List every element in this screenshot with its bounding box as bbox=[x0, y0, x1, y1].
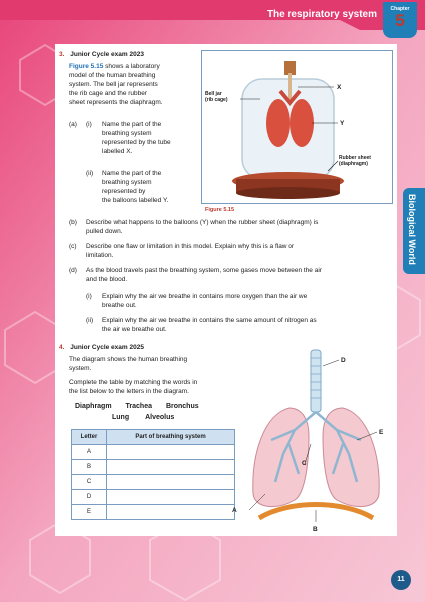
q3di-label: (i) bbox=[86, 293, 92, 300]
q3-heading: Junior Cycle exam 2023 bbox=[70, 51, 144, 58]
table-cell-answer[interactable] bbox=[107, 490, 235, 505]
q4-instruction-line: Complete the table by matching the words in bbox=[69, 379, 198, 386]
q3d-label: (d) bbox=[69, 267, 77, 274]
q3c-line: limitation. bbox=[86, 252, 114, 259]
chapter-badge bbox=[383, 2, 417, 38]
word-bank-item: Lung bbox=[112, 414, 130, 421]
q3dii-text bbox=[102, 316, 392, 334]
q4-heading-line bbox=[59, 343, 144, 352]
q3ai-line: Name the part of the bbox=[102, 121, 162, 128]
q3b-text bbox=[86, 218, 386, 236]
column-header-part: Part of breathing system bbox=[107, 430, 235, 445]
word-bank-item: Bronchus bbox=[165, 403, 199, 410]
q3d-text bbox=[86, 266, 386, 284]
q3dii-line: Explain why the air we breathe in contains the same amount of nitrogen as bbox=[102, 317, 317, 324]
table-cell-answer[interactable] bbox=[107, 460, 235, 475]
table-row bbox=[72, 490, 235, 505]
q3aii-label: (ii) bbox=[86, 170, 94, 177]
rib-cage-text: (rib cage) bbox=[205, 97, 228, 103]
q3d-line: As the blood travels past the breathing system, some gases move between the air bbox=[86, 267, 322, 274]
worksheet-page bbox=[55, 44, 397, 536]
section-tab bbox=[403, 188, 425, 274]
column-header-letter: Letter bbox=[72, 430, 107, 445]
q3aii-text bbox=[102, 169, 202, 205]
bell-jar-text: Bell jar bbox=[205, 91, 222, 97]
answer-table bbox=[71, 429, 235, 520]
q3-heading-line bbox=[59, 50, 144, 59]
table-cell-letter: C bbox=[72, 475, 107, 490]
q3-intro-line: sheet represents the diaphragm. bbox=[69, 99, 163, 106]
figure-ref: Figure 5.15 bbox=[69, 63, 104, 70]
q4-instruction bbox=[69, 378, 239, 396]
q3ai-label: (i) bbox=[86, 121, 92, 128]
q3-intro-line: model of the human breathing bbox=[69, 72, 156, 79]
page-number: 11 bbox=[391, 570, 411, 590]
rubber-sheet-label bbox=[339, 155, 371, 167]
q3dii-line: the air we breathe out. bbox=[102, 326, 167, 333]
word-bank-item: Diaphragm bbox=[75, 403, 112, 410]
figure-5-15-frame bbox=[201, 50, 393, 204]
diagram-label-b: B bbox=[313, 526, 318, 533]
diagram-label-c: C bbox=[302, 460, 307, 467]
diagram-label-d: D bbox=[341, 357, 346, 364]
diaphragm-text: (diaphragm) bbox=[339, 161, 368, 167]
table-cell-answer[interactable] bbox=[107, 445, 235, 460]
table-header-row bbox=[72, 430, 235, 445]
q4-intro-line: The diagram shows the human breathing bbox=[69, 356, 188, 363]
q3ai-line: represented by the tube bbox=[102, 139, 171, 146]
table-row bbox=[72, 475, 235, 490]
q3b-line: pulled down. bbox=[86, 228, 123, 235]
q4-intro-line: system. bbox=[69, 365, 92, 372]
q3c-label: (c) bbox=[69, 243, 77, 250]
word-bank-row-2 bbox=[112, 413, 232, 422]
q3-intro bbox=[69, 62, 199, 107]
chapter-number: 5 bbox=[395, 11, 405, 30]
q3-intro-line: system. The bell jar represents bbox=[69, 81, 158, 88]
q3aii-line: breathing system bbox=[102, 179, 152, 186]
lungs-diagram bbox=[239, 344, 394, 529]
table-row bbox=[72, 445, 235, 460]
table-row bbox=[72, 460, 235, 475]
q3a-label: (a) bbox=[69, 121, 77, 128]
bell-jar-model-illustration bbox=[202, 51, 392, 203]
q3di-line: breathe out. bbox=[102, 302, 137, 309]
q3c-line: Describe one flaw or limitation in this model. Explain why this is a flaw or bbox=[86, 243, 295, 250]
q3b-line: Describe what happens to the balloons (Y) when the rubber sheet (diaphragm) is bbox=[86, 219, 319, 226]
diagram-label-e: E bbox=[379, 429, 384, 436]
bell-jar-label bbox=[205, 91, 228, 103]
table-cell-letter: A bbox=[72, 445, 107, 460]
diagram-label-a: A bbox=[232, 507, 237, 514]
q3di-line: Explain why the air we breathe in contains more oxygen than the air we bbox=[102, 293, 308, 300]
q3c-text bbox=[86, 242, 386, 260]
q4-heading: Junior Cycle exam 2025 bbox=[70, 344, 144, 351]
q3-intro-rest: shows a laboratory bbox=[103, 63, 160, 70]
q3ai-line: breathing system bbox=[102, 130, 152, 137]
q3ai-line: labelled X. bbox=[102, 148, 133, 155]
q3-number: 3. bbox=[59, 51, 65, 58]
figure-caption: Figure 5.15 bbox=[205, 207, 235, 213]
rubber-sheet-text: Rubber sheet bbox=[339, 155, 371, 161]
table-cell-answer[interactable] bbox=[107, 475, 235, 490]
section-tab-label: Biological World bbox=[407, 194, 417, 265]
q3aii-line: the balloons labelled Y. bbox=[102, 197, 169, 204]
label-y: Y bbox=[340, 120, 345, 127]
q3d-line: and the blood. bbox=[86, 276, 128, 283]
label-x: X bbox=[337, 84, 342, 91]
table-cell-answer[interactable] bbox=[107, 505, 235, 520]
q3ai-text bbox=[102, 120, 202, 156]
chapter-title: The respiratory system bbox=[266, 9, 377, 20]
q4-number: 4. bbox=[59, 344, 65, 351]
table-row bbox=[72, 505, 235, 520]
table-cell-letter: B bbox=[72, 460, 107, 475]
table-cell-letter: D bbox=[72, 490, 107, 505]
q3dii-label: (ii) bbox=[86, 317, 94, 324]
chapter-label: Chapter bbox=[390, 6, 410, 12]
q3di-text bbox=[102, 292, 392, 310]
word-bank-row-1 bbox=[75, 402, 235, 411]
word-bank-item: Alveolus bbox=[145, 414, 175, 421]
word-bank-item: Trachea bbox=[125, 403, 152, 410]
q4-intro bbox=[69, 355, 239, 373]
q3-intro-line: the rib cage and the rubber bbox=[69, 90, 148, 97]
q3b-label: (b) bbox=[69, 219, 77, 226]
q4-instruction-line: the list below to the letters in the diagram. bbox=[69, 388, 189, 395]
q3aii-line: Name the part of the bbox=[102, 170, 162, 177]
table-cell-letter: E bbox=[72, 505, 107, 520]
q3aii-line: represented by bbox=[102, 188, 146, 195]
